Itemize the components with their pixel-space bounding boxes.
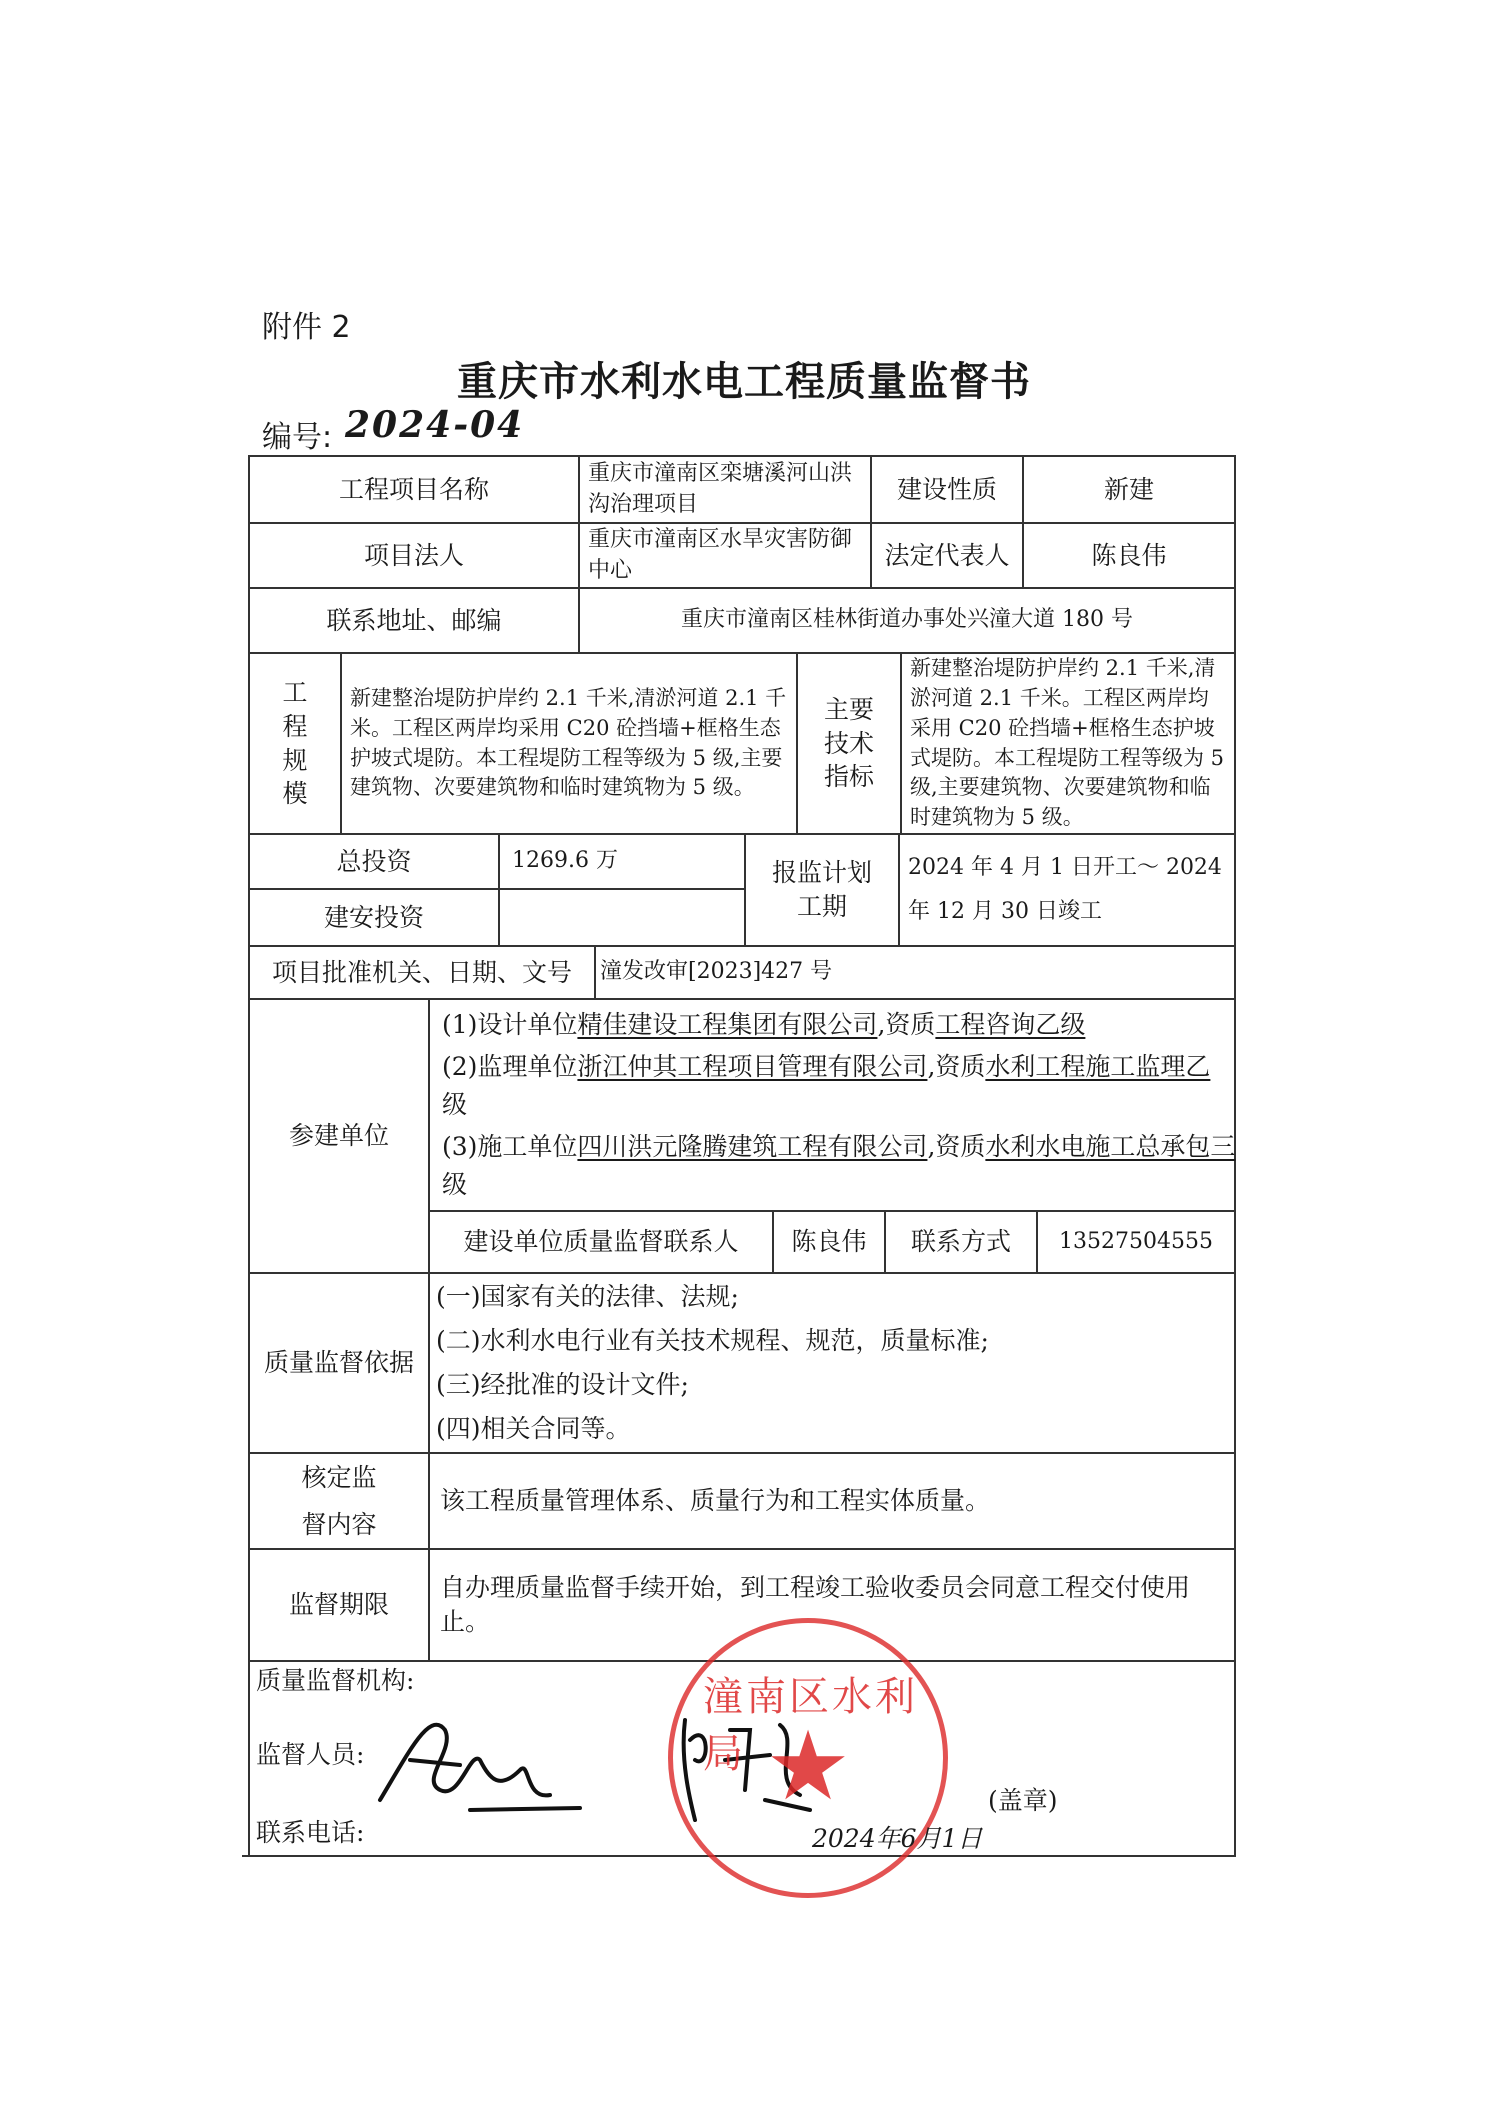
legal-person-label: 项目法人: [363, 540, 464, 570]
planned-period-label: 报监计划工期: [772, 858, 873, 921]
technical-indicators-label: 主要技术指标: [823, 694, 874, 792]
signature-supervisor: [350, 1690, 600, 1830]
seal-note: (盖章): [988, 1786, 1058, 1815]
construction-unit-line: (3)施工单位四川洪元隆腾建筑工程有限公司,资质水利水电施工总承包三: [442, 1132, 1236, 1161]
serial-label: 编号:: [262, 420, 333, 455]
unit-contact-name: 陈良伟: [791, 1227, 867, 1257]
construction-investment-label: 建安投资: [323, 902, 424, 932]
supervision-org-label: 质量监督机构:: [256, 1666, 415, 1695]
supervision-unit-qualification: 水利工程施工监理乙: [985, 1052, 1211, 1081]
design-unit-line: (1)设计单位精佳建设工程集团有限公司,资质工程咨询乙级: [442, 1010, 1086, 1039]
legal-person-value: 重庆市潼南区水旱灾害防御中心: [588, 527, 853, 583]
contact-phone-value: 13527504555: [1059, 1228, 1213, 1254]
unit-contact-label: 建设单位质量监督联系人: [463, 1227, 739, 1257]
basis-item-3: (三)经批准的设计文件;: [436, 1370, 689, 1399]
basis-item-4: (四)相关合同等。: [436, 1414, 631, 1443]
supervision-staff-label: 监督人员:: [256, 1740, 365, 1769]
supervision-qualification-continued: 级: [442, 1090, 468, 1119]
construction-unit-name: 四川洪元隆腾建筑工程有限公司: [577, 1132, 928, 1161]
approval-value: 潼发改审[2023]427 号: [600, 959, 833, 985]
construction-nature-value: 新建: [1103, 474, 1154, 504]
address-value: 重庆市潼南区桂林街道办事处兴潼大道 180 号: [681, 607, 1133, 633]
serial-number-handwritten: 2024-04: [345, 404, 525, 446]
basis-item-1: (一)国家有关的法律、法规;: [436, 1282, 739, 1311]
design-unit-qualification: 工程咨询乙级: [935, 1010, 1086, 1039]
address-label: 联系地址、邮编: [326, 605, 502, 635]
total-investment-label: 总投资: [336, 846, 412, 876]
design-unit-name: 精佳建设工程集团有限公司: [577, 1010, 878, 1039]
project-name-label: 工程项目名称: [338, 474, 489, 504]
signing-date: 2024年6月1日: [812, 1824, 983, 1853]
legal-representative-label: 法定代表人: [884, 540, 1010, 570]
supervision-unit-name: 浙江仲其工程项目管理有限公司: [577, 1052, 928, 1081]
construction-investment-value: [500, 890, 744, 945]
total-investment-value: 1269.6 万: [512, 848, 618, 874]
construction-qualification-continued: 级: [442, 1170, 468, 1199]
legal-representative-value: 陈良伟: [1091, 540, 1167, 570]
contact-phone-label: 联系电话:: [256, 1818, 365, 1847]
seal-text: 潼南区水利局: [703, 1674, 918, 1777]
supervision-unit-line: (2)监理单位浙江仲其工程项目管理有限公司,资质水利工程施工监理乙: [442, 1052, 1211, 1081]
participating-units-label: 参建单位: [288, 1121, 389, 1151]
attachment-label: 附件 2: [262, 310, 351, 345]
supervision-content-label: 核定监督内容: [301, 1462, 377, 1539]
project-scale-value: 新建整治堤防护岸约 2.1 千米,清淤河道 2.1 千米。工程区两岸均采用 C20 砼挡墙+框格生态护坡式堤防。本工程堤防工程等级为 5 级,主要建筑物、次要建筑物和临时建筑物为 5 级。: [350, 685, 787, 800]
document-title: 重庆市水利水电工程质量监督书: [457, 359, 1031, 405]
supervision-term-value: 自办理质量监督手续开始，到工程竣工验收委员会同意工程交付使用止。: [440, 1573, 1191, 1636]
project-name-value: 重庆市潼南区栾塘溪河山洪沟治理项目: [588, 461, 853, 517]
supervision-content-value: 该工程质量管理体系、质量行为和工程实体质量。: [440, 1486, 991, 1516]
basis-item-2: (二)水利水电行业有关技术规程、规范，质量标准;: [436, 1326, 989, 1355]
contact-method-label: 联系方式: [910, 1227, 1011, 1257]
supervision-basis-label: 质量监督依据: [263, 1348, 414, 1378]
official-seal: [668, 1618, 948, 1898]
approval-label: 项目批准机关、日期、文号: [271, 957, 572, 987]
construction-unit-qualification: 水利水电施工总承包三: [985, 1132, 1236, 1161]
star-icon: ★: [765, 1710, 852, 1822]
construction-nature-label: 建设性质: [896, 474, 997, 504]
project-scale-label: 工程规模: [282, 678, 308, 809]
planned-period-value: 2024 年 4 月 1 日开工～ 2024 年 12 月 30 日竣工: [908, 855, 1222, 924]
supervision-term-label: 监督期限: [288, 1590, 389, 1620]
technical-indicators-value: 新建整治堤防护岸约 2.1 千米,清淤河道 2.1 千米。工程区两岸均采用 C20 砼挡墙+框格生态护坡式堤防。本工程堤防工程等级为 5 级,主要建筑物、次要建筑物和临时建筑物为 5 级。: [910, 656, 1225, 830]
